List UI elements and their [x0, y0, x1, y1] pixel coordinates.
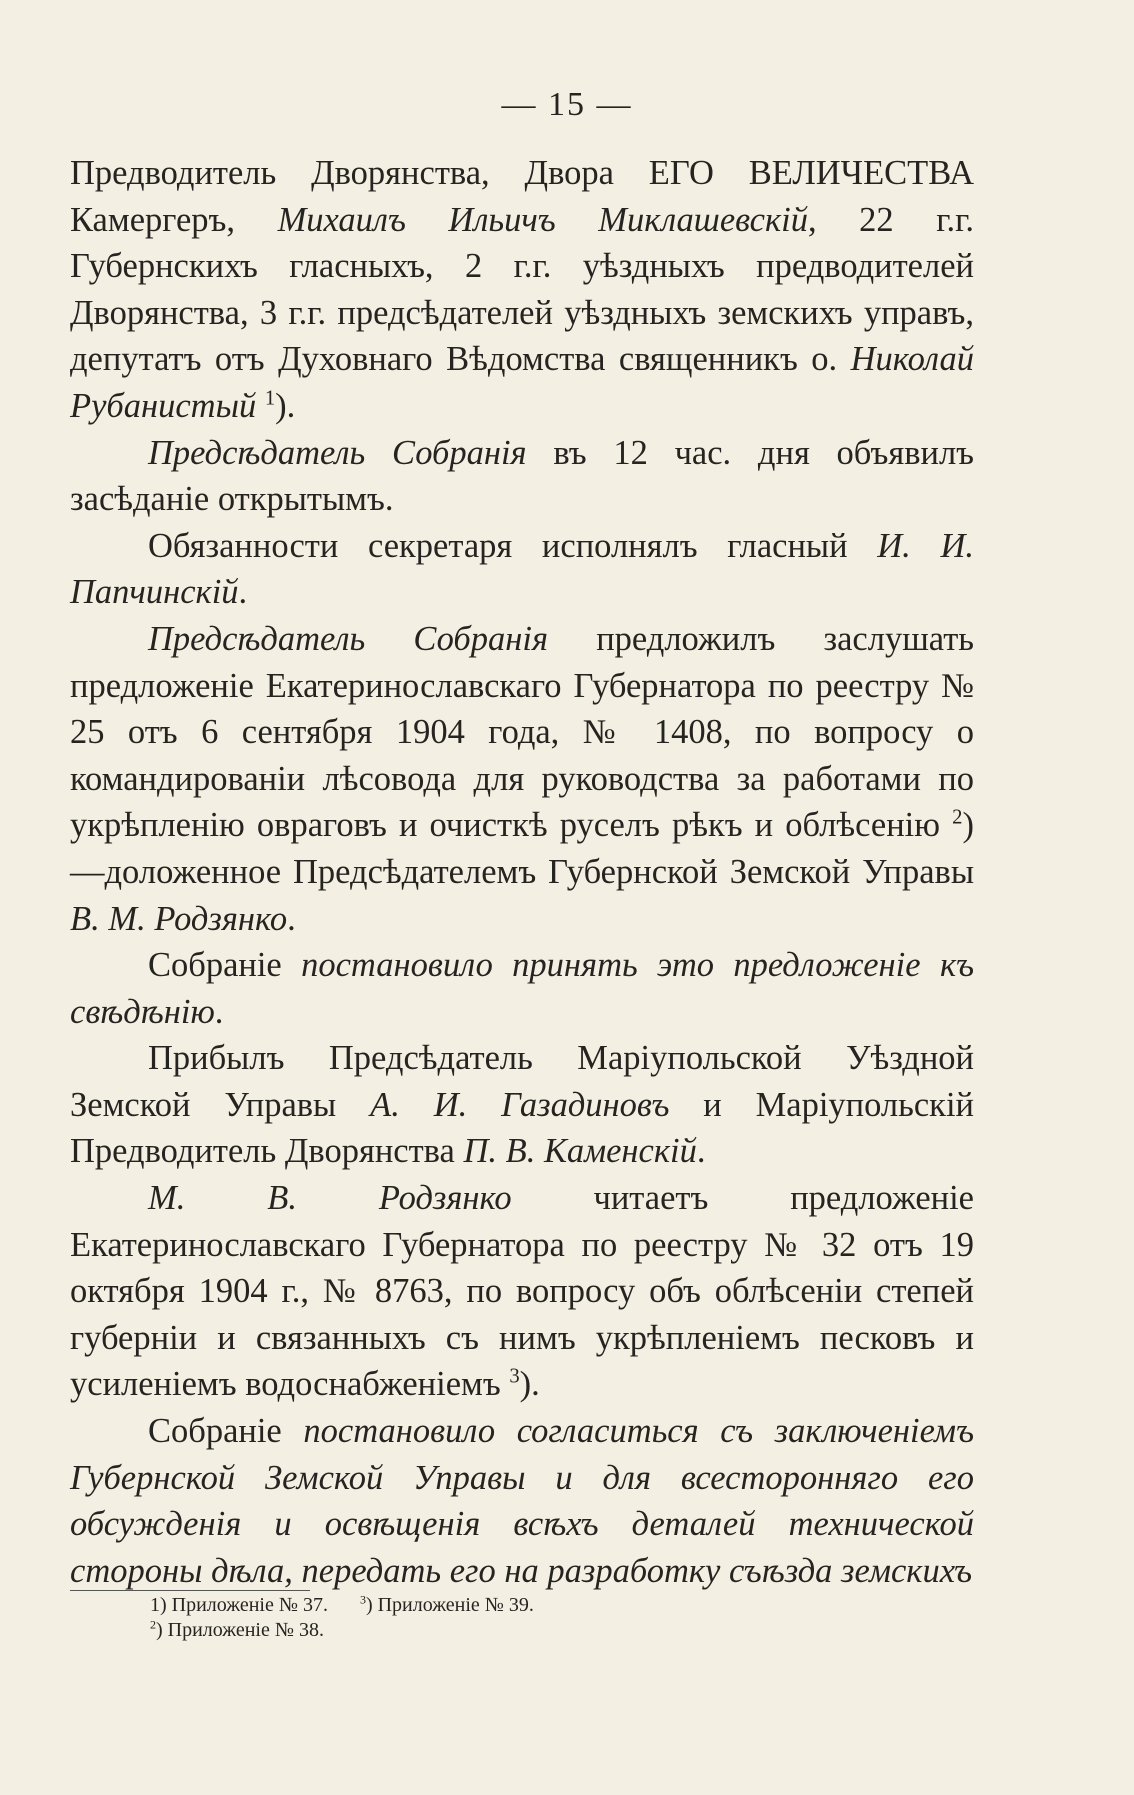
body-text	[70, 150, 974, 1594]
text-run: Собраніе	[148, 1412, 304, 1451]
footnote-rule	[70, 1590, 310, 1591]
footnote-marker: 1	[264, 387, 276, 410]
paragraph-6	[70, 1035, 974, 1175]
text-run: Собраніе	[148, 946, 302, 985]
paragraph-7	[70, 1175, 974, 1408]
paragraph-8	[70, 1408, 974, 1594]
footnote-marker: 3	[509, 1365, 520, 1388]
text-run: Предводитель Дворянства, Двора ЕГО ВЕЛИЧЕСТВА Камергеръ,	[70, 154, 974, 239]
text-run: .	[696, 1132, 706, 1171]
footnote-1: 1) Приложеніе № 37.	[150, 1594, 328, 1616]
footnote-marker: 3	[359, 1592, 366, 1607]
text-run: Прибылъ Предсѣдатель Маріупольской Уѣздной Земской Управы	[70, 1039, 974, 1124]
paragraph-1	[70, 150, 974, 430]
text-run: предложилъ заслушать предложеніе Екатеринославскаго Губернатора по реестру № 25 отъ 6 сентября 1904 года, № 1408, по вопросу о командированіи лѣсовода для руководства за работами по укрѣпленію овраговъ и очисткѣ руселъ рѣкъ и облѣсенію	[70, 619, 974, 845]
person-name: Михаилъ Ильичъ Миклашевскій	[277, 200, 808, 239]
page-number: — 15 —	[501, 86, 633, 123]
person-name: И. И. Папчинскій	[70, 526, 974, 612]
footnote-2: ) Приложеніе № 38.	[156, 1619, 324, 1641]
resolution-emphasis: постановило принять это предложеніе къ свѣдѣнію	[70, 946, 974, 1031]
footnote-3: ) Приложеніе № 39.	[365, 1594, 534, 1616]
resolution-emphasis: постановило согласиться съ заключеніемъ Губернской Земской Управы и для всесторонняго его обсужденія и освѣщенія всѣхъ деталей технической стороны дѣла, передать его на разработку съѣзда земскихъ	[70, 1412, 974, 1590]
text-run: ).	[519, 1365, 540, 1404]
text-run: )—доложенное Предсѣдателемъ Губернской Земской Управы	[70, 806, 974, 891]
paragraph-5	[70, 942, 974, 1035]
text-run: ).	[275, 386, 296, 425]
person-name: П. В. Каменскій	[463, 1132, 697, 1171]
text-run: въ 12 час. дня объявилъ засѣданіе открытымъ.	[70, 433, 975, 519]
person-name: А. И. Газадиновъ	[370, 1085, 670, 1124]
text-run: .	[287, 899, 296, 938]
footnote-marker: 2	[952, 806, 963, 829]
paragraph-2	[70, 430, 974, 523]
footnote-marker: 2	[150, 1617, 156, 1632]
person-name: М. В. Родзянко	[148, 1179, 512, 1218]
title-emphasis: Предсѣдатель Собранія	[148, 619, 549, 658]
text-run: и Маріупольскій Предводитель Дворянства	[70, 1085, 974, 1171]
person-name: Николай Рубанистый	[70, 340, 974, 425]
footnote-row	[70, 1618, 974, 1643]
footnotes	[70, 1590, 974, 1643]
title-emphasis: Предсѣдатель Собранія	[148, 433, 527, 472]
text-run: читаетъ предложеніе Екатеринославскаго Губернатора по реестру № 32 отъ 19 октября 1904 г., № 8763, по вопросу объ облѣсеніи степей губерніи и связанныхъ съ нимъ укрѣпленіемъ песковъ и усиленіемъ водоснабженіемъ	[70, 1179, 974, 1404]
text-run: , 22 г.г. Губернскихъ гласныхъ, 2 г.г. уѣздныхъ предводителей Дворянства, 3 г.г. предсѣдателей уѣздныхъ земскихъ управъ, депутатъ отъ Духовнаго Вѣдомства священникъ о.	[70, 200, 974, 379]
paragraph-3	[70, 523, 974, 616]
text-run: .	[238, 573, 248, 612]
paragraph-4	[70, 616, 974, 942]
person-name: В. М. Родзянко	[70, 899, 288, 938]
footnote-row	[70, 1593, 974, 1618]
text-run: Обязанности секретаря исполнялъ гласный	[148, 526, 878, 565]
text-run: .	[214, 992, 224, 1031]
